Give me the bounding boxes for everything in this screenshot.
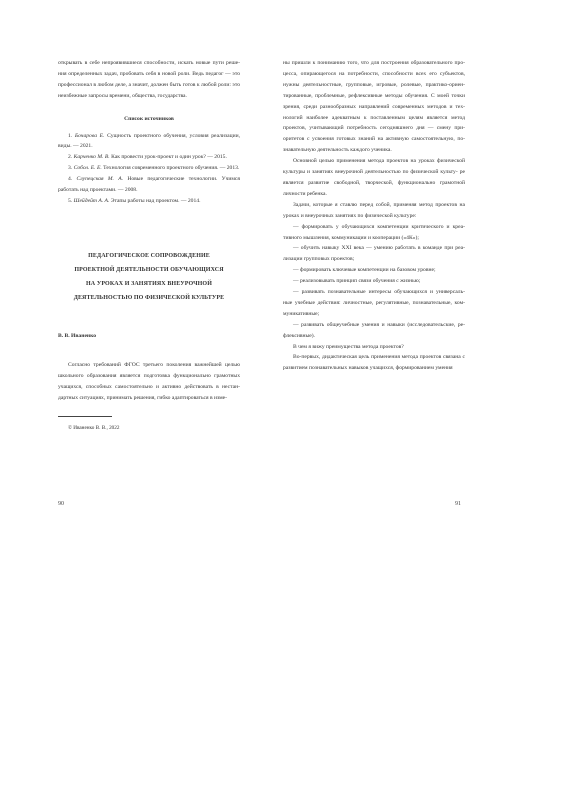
footnote: © Иваненко В. В., 2022 [68, 425, 120, 432]
body-paragraph: — обучить навыку XXI века — умению работать в команде при реа- лизации групповых проектов; [283, 245, 465, 263]
right-page-column [283, 58, 465, 374]
source-item: 3. Собол. Е. Е. Технология современного проектного обучения. — 2013. [68, 165, 240, 172]
left-page-column [58, 58, 240, 434]
article-author: В. В. Иваненко [58, 332, 97, 339]
body-paragraph: — развивать познавательные интересы обучающихся и универсаль- ные учебные действия: личностные, регулятивные, познавательные, ком- муникативные; [283, 289, 465, 317]
body-paragraph: Согласно требований ФГОС третьего поколения важнейшей целью школьного образования является подготовка функционально грамотных учащихся, способных самостоятельно и активно действовать в нестан- дартных ситуациях, принимать решения, гибко адаптироваться в изме- [58, 361, 240, 401]
body-paragraph: — формировать ключевые компетенции на базовом уровне; [293, 267, 436, 274]
source-item: 4. Слупецская М. А. Новые педагогические технологии. Учимся работать над проектами. — 2008. [58, 176, 240, 194]
sources-heading: Список источников [124, 115, 174, 122]
intro-paragraph: открывать в себе непроявившиеся способности, искать новые пути реше- ния определенных задач, пробовать себя в новой роли. Ведь педагог — это профессионал в любом деле, а значит, должен быть готов к любой роли: это неизбежные запросы времени, общества, государства. [58, 60, 240, 99]
body-paragraph: Во-первых, дидактическая цель применения метода проектов связана с развитием познавательных навыков учащихся, формированием умения [283, 354, 465, 372]
body-paragraph: Основной целью применения метода проектов на уроках физической культуры и занятиях внеурочной деятельностью по физической культу- ре является развитие свободной, творческой, функционально грамотной личности ребенка. [283, 158, 465, 197]
body-paragraph: — формировать у обучающихся компетенции критического и креа- тивного мышления, коммуникации и кооперации («4К»); [283, 223, 465, 241]
body-paragraph: В чем я вижу преимущества метода проектов? [293, 343, 404, 350]
source-item: 2. Карченко М. В. Как провести урок-проект и один урок? — 2015. [68, 154, 227, 161]
body-paragraph: — развивать общеучебные умения и навыки (исследовательские, ре- флексивные). [283, 321, 465, 339]
page-number-right: 91 [455, 501, 461, 507]
source-item: 1. Бочарова Е. Сущность проектного обучения, условия реализации, виды. — 2021. [58, 132, 240, 150]
body-paragraph: ны пришли к пониманию того, что для построения образовательного про- цесса, опирающегося на потребности, способности всех его субъектов, нужны деятельностные, групповые, игровые, ролевые, практико-ориен- тированные, проблемные, рефлексивные методы обучения. С моей точки зрения, среди разнообразных направлений современных методов и тех- нологий наиболее адекватным к поставленным целям является метод проектов, учитывающий потребность сегодняшнего дня — смену при- оритетов с усвоения готовых знаний на активную самостоятельную, по- знавательную деятельность каждого ученика. [283, 60, 465, 154]
footnote-divider [58, 416, 112, 417]
page-number-left: 90 [58, 501, 64, 507]
article-title: ПЕДАГОГИЧЕСКОЕ СОПРОВОЖДЕНИЕ ПРОЕКТНОЙ ДЕЯТЕЛЬНОСТИ ОБУЧАЮЩИХСЯ НА УРОКАХ И ЗАНЯТИЯХ ВНЕУРОЧНОЙ ДЕЯТЕЛЬНОСТЬЮ ПО ФИЗИЧЕСКОЙ КУЛЬТУРЕ [73, 252, 225, 301]
source-item: 5. Шейдейт А. А. Этапы работы над проектом. — 2014. [68, 197, 201, 204]
body-paragraph: — реализовывать принцип связи обучения с жизнью; [293, 278, 421, 285]
body-paragraph: Задачи, которые я ставлю перед собой, применяя метод проектов на уроках и внеурочных занятиях по физической культуре: [283, 201, 465, 219]
